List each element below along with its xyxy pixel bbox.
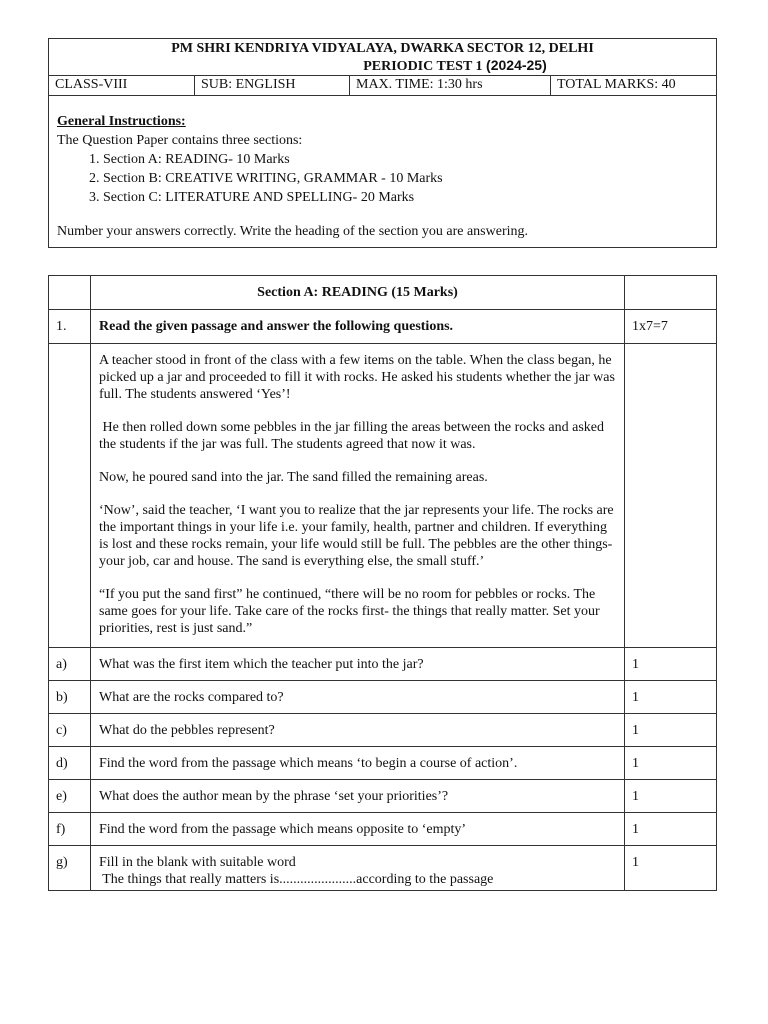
question-text: Read the given passage and answer the following questions.	[91, 310, 625, 344]
table-row	[49, 747, 717, 780]
question-text: What does the author mean by the phrase ‘set your priorities’?	[91, 780, 625, 813]
question-text: What are the rocks compared to?	[91, 681, 625, 714]
blank-cell	[49, 276, 91, 310]
question-label: g)	[49, 846, 91, 891]
instructions-intro: The Question Paper contains three sections:	[57, 133, 303, 148]
passage-paragraph: He then rolled down some pebbles in the jar filling the areas between the rocks and asked the students if the jar was full. The students agreed that now it was.	[99, 420, 608, 452]
test-title: PERIODIC TEST 1 (2024-25)	[363, 57, 547, 74]
passage-paragraph: A teacher stood in front of the class with a few items on the table. When the class began, he picked up a jar and proceeded to fill it with rocks. He asked his students whether the jar was full. The students answered ‘Yes’!	[99, 353, 615, 402]
question-label: b)	[49, 681, 91, 714]
question-marks: 1	[625, 846, 717, 891]
question-label: e)	[49, 780, 91, 813]
question-text	[91, 846, 625, 891]
total-marks-cell: TOTAL MARKS: 40	[551, 76, 717, 96]
passage-paragraph: Now, he poured sand into the jar. The sand filled the remaining areas.	[99, 470, 488, 485]
table-row	[49, 681, 717, 714]
question-text: What do the pebbles represent?	[91, 714, 625, 747]
instructions-list	[57, 150, 708, 207]
question-text: Find the word from the passage which means ‘to begin a course of action’.	[91, 747, 625, 780]
blank-cell	[625, 276, 717, 310]
list-item: 1. Section A: READING- 10 Marks	[103, 150, 708, 169]
question-label: f)	[49, 813, 91, 846]
header-table	[48, 38, 717, 248]
list-item: 2. Section B: CREATIVE WRITING, GRAMMAR - 10 Marks	[103, 169, 708, 188]
max-time-cell: MAX. TIME: 1:30 hrs	[350, 76, 551, 96]
blank-cell	[49, 344, 91, 648]
question-number: 1.	[49, 310, 91, 344]
table-row	[49, 648, 717, 681]
instructions-note: Number your answers correctly. Write the heading of the section you are answering.	[57, 224, 528, 239]
blank-cell	[625, 344, 717, 648]
passage	[91, 344, 625, 648]
passage-paragraph: “If you put the sand first” he continued, “there will be no room for pebbles or rocks. The same goes for your life. Take care of the rocks first- the things that really matter. Set your priorities, rest is just sand.”	[99, 587, 600, 636]
table-row	[49, 714, 717, 747]
question-label: c)	[49, 714, 91, 747]
table-row	[49, 813, 717, 846]
question-marks: 1	[625, 813, 717, 846]
question-marks: 1	[625, 648, 717, 681]
instructions-heading: General Instructions:	[57, 114, 186, 129]
question-marks: 1	[625, 714, 717, 747]
question-line: Fill in the blank with suitable word	[99, 855, 296, 870]
question-text: Find the word from the passage which means opposite to ‘empty’	[91, 813, 625, 846]
question-label: d)	[49, 747, 91, 780]
table-row	[49, 846, 717, 891]
instructions-cell	[49, 96, 717, 248]
question-marks: 1x7=7	[625, 310, 717, 344]
question-marks: 1	[625, 780, 717, 813]
table-row	[49, 780, 717, 813]
question-line: The things that really matters is......................according to the passage	[99, 872, 494, 887]
list-item: 3. Section C: LITERATURE AND SPELLING- 20 Marks	[103, 188, 708, 207]
question-text: What was the first item which the teacher put into the jar?	[91, 648, 625, 681]
school-name: PM SHRI KENDRIYA VIDYALAYA, DWARKA SECTOR 12, DELHI	[171, 41, 594, 56]
test-year: (2024-25)	[486, 57, 547, 73]
section-a-title: Section A: READING (15 Marks)	[91, 276, 625, 310]
title-cell	[49, 39, 717, 76]
passage-paragraph: ‘Now’, said the teacher, ‘I want you to realize that the jar represents your life. The rocks are the important things in your life i.e. your family, health, partner and children. If everything is lost and these rocks remain, your life would still be full. The pebbles are the other things- your job, car and house. The sand is everything else, the small stuff.’	[99, 503, 614, 569]
question-marks: 1	[625, 747, 717, 780]
question-label: a)	[49, 648, 91, 681]
class-cell: CLASS-VIII	[49, 76, 195, 96]
question-marks: 1	[625, 681, 717, 714]
section-a-table	[48, 275, 717, 891]
subject-cell: SUB: ENGLISH	[195, 76, 350, 96]
